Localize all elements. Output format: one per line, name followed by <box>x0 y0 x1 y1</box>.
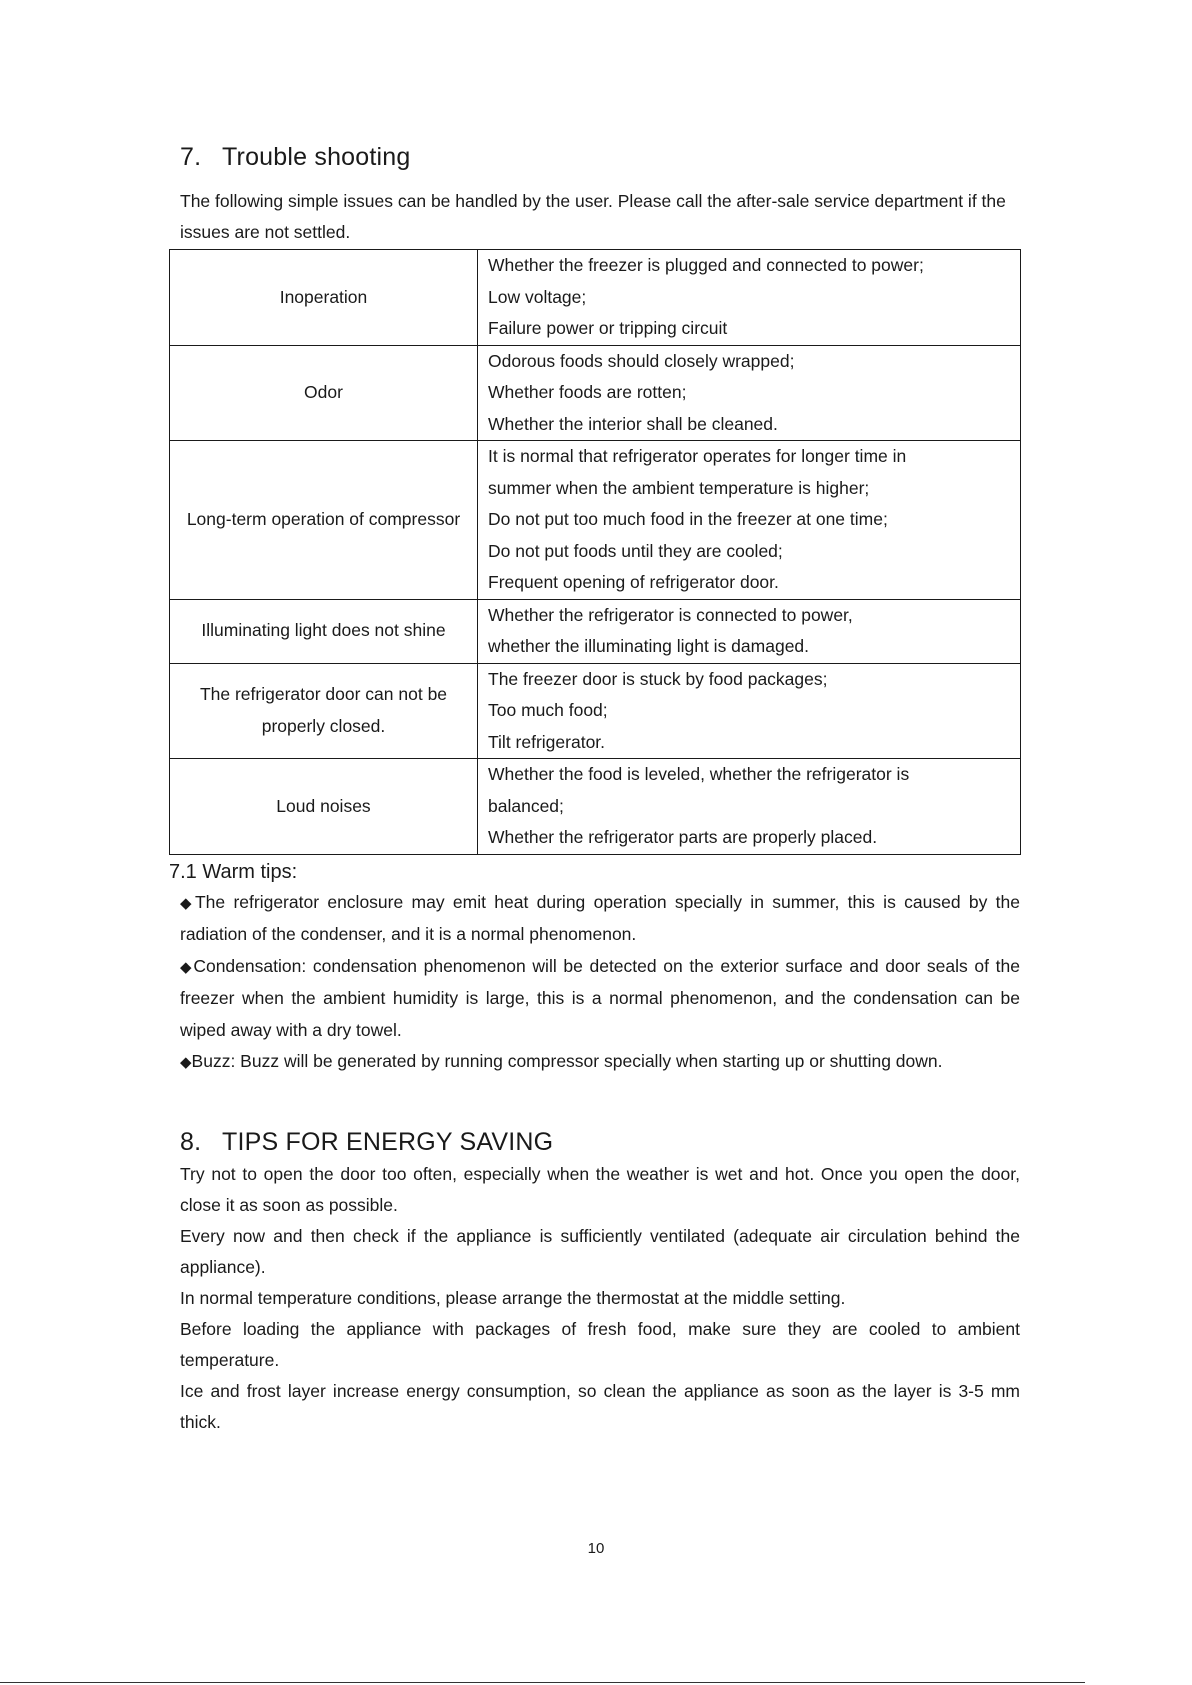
warm-tip-item <box>180 1046 1020 1079</box>
cause-line: Whether the freezer is plugged and connected to power; <box>488 255 924 275</box>
warm-tip-item <box>180 887 1020 951</box>
problem-cell: The refrigerator door can not be properly closed. <box>170 663 478 759</box>
energy-tip-paragraph: Before loading the appliance with packages of fresh food, make sure they are cooled to ambient temperature. <box>180 1318 1020 1370</box>
cause-line: Frequent opening of refrigerator door. <box>488 572 779 592</box>
cause-line: Low voltage; <box>488 286 587 307</box>
problem-cell: Illuminating light does not shine <box>170 599 478 663</box>
cause-line: Too much food; <box>488 700 608 720</box>
diamond-bullet-icon: ◆ <box>180 1053 192 1071</box>
table-row <box>170 663 1021 759</box>
table-row <box>170 599 1021 663</box>
energy-tip-paragraph: Every now and then check if the appliance is sufficiently ventilated (adequate air circulation behind the appliance). <box>180 1225 1020 1277</box>
causes-cell <box>478 663 1021 759</box>
causes-cell <box>478 599 1021 663</box>
section-8-number: 8. <box>180 1127 202 1156</box>
troubleshooting-table <box>169 249 1021 855</box>
cause-line: Do not put too much food in the freezer at one time; <box>488 509 888 529</box>
section-7-intro: The following simple issues can be handled by the user. Please call the after-sale service department if the issues are not settled. <box>180 191 1006 242</box>
diamond-bullet-icon: ◆ <box>180 893 195 912</box>
problem-cell: Odor <box>170 345 478 441</box>
cause-line: Odorous foods should closely wrapped; <box>488 350 795 371</box>
table-row <box>170 345 1021 441</box>
section-7-number: 7. <box>180 143 202 171</box>
problem-cell: Loud noises <box>170 759 478 855</box>
cause-line: Whether the refrigerator parts are properly placed. <box>488 827 878 847</box>
table-row <box>170 441 1021 600</box>
warm-tip-text: Buzz: Buzz will be generated by running compressor specially when starting up or shutting down. <box>191 1051 943 1071</box>
cause-line: Whether the refrigerator is connected to power, <box>488 604 853 625</box>
energy-tip-paragraph: Try not to open the door too often, especially when the weather is wet and hot. Once you open the door, close it as soon as possible. <box>180 1163 1020 1215</box>
table-row <box>170 759 1021 855</box>
cause-line: Do not put foods until they are cooled; <box>488 540 783 561</box>
warm-tip-text: Condensation: condensation phenomenon will be detected on the exterior surface and door seals of the freezer when the ambient humidity is large, this is a normal phenomenon, and the condensation can be wiped away with a dry towel. <box>180 955 1020 1040</box>
cause-line: Failure power or tripping circuit <box>488 318 728 338</box>
cause-line: Whether foods are rotten; <box>488 382 687 402</box>
bottom-divider <box>0 1682 1085 1683</box>
cause-line: summer when the ambient temperature is higher; <box>488 477 870 498</box>
causes-cell <box>478 441 1021 600</box>
causes-cell <box>478 759 1021 855</box>
energy-tip-paragraph: Ice and frost layer increase energy consumption, so clean the appliance as soon as the layer is 3-5 mm thick. <box>180 1380 1020 1432</box>
page-number: 10 <box>587 1540 605 1557</box>
section-7-title: Trouble shooting <box>222 143 411 171</box>
energy-tip-paragraph: In normal temperature conditions, please arrange the thermostat at the middle setting. <box>180 1287 846 1308</box>
section-8-title: TIPS FOR ENERGY SAVING <box>222 1127 554 1156</box>
cause-line: Tilt refrigerator. <box>488 731 606 752</box>
cause-line: It is normal that refrigerator operates for longer time in <box>488 446 907 466</box>
table-row <box>170 250 1021 346</box>
cause-line: whether the illuminating light is damaged. <box>488 636 810 656</box>
problem-cell: Long-term operation of compressor <box>170 441 478 600</box>
causes-cell <box>478 250 1021 346</box>
section-8-heading <box>180 1125 1020 1159</box>
cause-line: balanced; <box>488 795 564 816</box>
page-content <box>169 140 1020 1438</box>
cause-line: Whether the interior shall be cleaned. <box>488 413 778 434</box>
cause-line: Whether the food is leveled, whether the refrigerator is <box>488 764 910 784</box>
warm-tips-heading: 7.1 Warm tips: <box>169 860 298 883</box>
diamond-bullet-icon: ◆ <box>180 957 194 976</box>
warm-tip-text: The refrigerator enclosure may emit heat during operation specially in summer, this is caused by the radiation of the condenser, and it is a normal phenomenon. <box>180 891 1020 944</box>
problem-cell: Inoperation <box>170 250 478 346</box>
warm-tip-item <box>180 951 1020 1047</box>
section-7-heading <box>180 140 1020 174</box>
causes-cell <box>478 345 1021 441</box>
cause-line: The freezer door is stuck by food packages; <box>488 668 828 689</box>
